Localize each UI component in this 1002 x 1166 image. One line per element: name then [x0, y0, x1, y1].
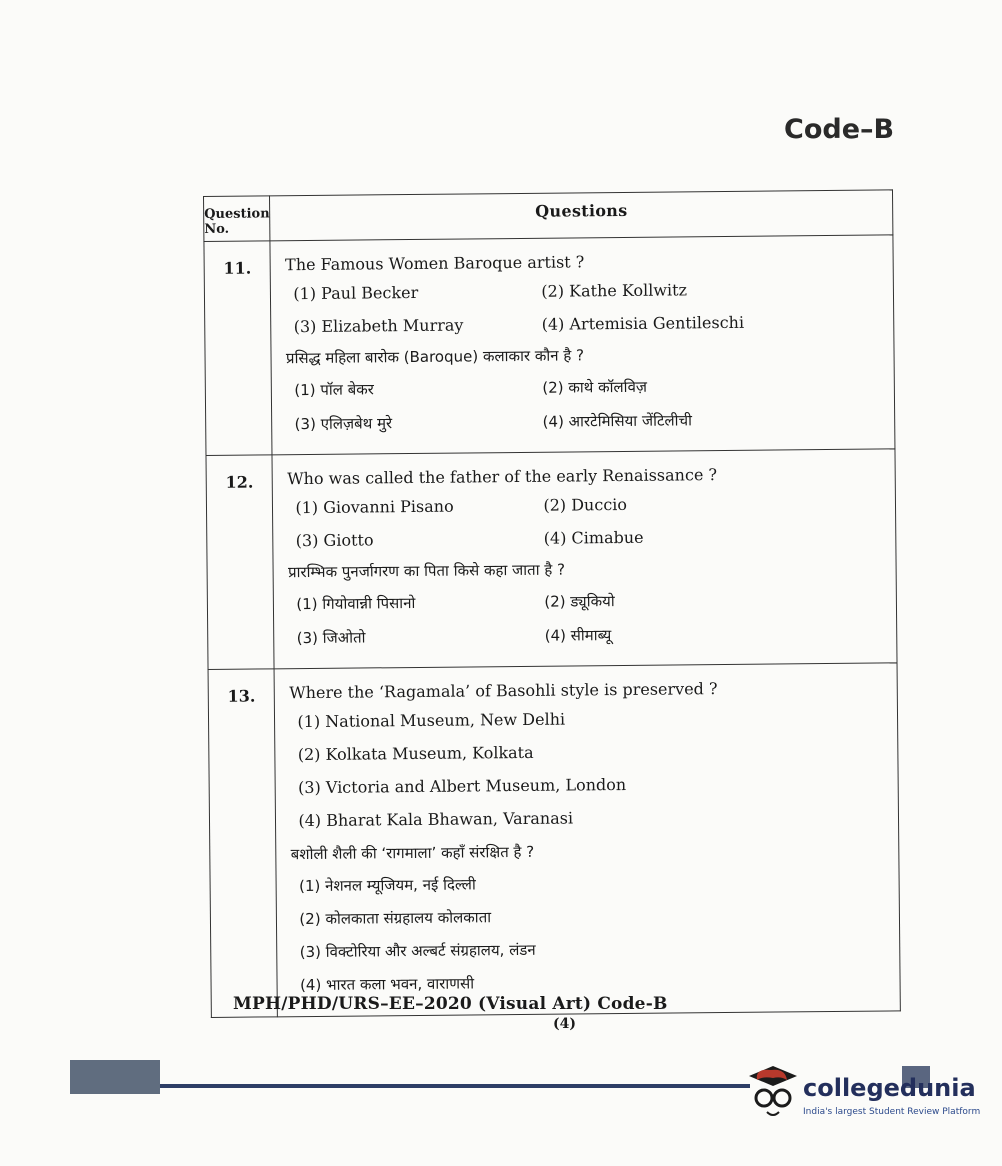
question-text-en: Who was called the father of the early Renaissance ?: [287, 465, 718, 489]
question-row: [204, 235, 895, 456]
option: (2) Duccio: [543, 494, 628, 515]
question-text-en: The Famous Women Baroque artist ?: [285, 252, 585, 275]
question-content: [272, 449, 897, 669]
question-table: [203, 189, 901, 994]
scan-artifact: [160, 1084, 750, 1088]
option: (2) Kolkata Museum, Kolkata: [297, 742, 534, 765]
option: (3) Elizabeth Murray: [293, 315, 464, 337]
question-text-en: Where the ‘Ragamala’ of Basohli style is preserved ?: [289, 679, 718, 703]
graduate-mascot-icon: [745, 1062, 801, 1122]
option: (3) Victoria and Albert Museum, London: [298, 774, 627, 798]
option: (2) कोलकाता संग्रहालय कोलकाता: [299, 908, 492, 929]
option: (3) एलिज़बेथ मुरे: [294, 414, 393, 434]
option: (1) National Museum, New Delhi: [297, 709, 566, 732]
page-number: (4): [553, 1016, 576, 1032]
option: (1) Paul Becker: [293, 282, 419, 304]
options-en: [297, 706, 888, 830]
logo-name: collegedunia: [803, 1074, 976, 1102]
question-number: 11.: [204, 241, 272, 456]
question-text-hi: प्रारम्भिक पुनर्जागरण का पिता किसे कहा जाता है ?: [287, 560, 566, 582]
logo-tagline: India's largest Student Review Platform: [803, 1107, 981, 1117]
option: (4) सीमाब्यू: [544, 626, 612, 645]
option: (3) जिओतो: [296, 628, 366, 648]
table-header-row: [204, 190, 893, 242]
question-content: [274, 663, 900, 1017]
options-hi: [294, 374, 884, 434]
collegedunia-logo: [745, 1062, 995, 1132]
option: (4) आरटेमिसिया जेंटिलीची: [542, 411, 693, 431]
option: (2) Kathe Kollwitz: [541, 280, 688, 301]
option: (4) Artemisia Gentileschi: [541, 312, 745, 334]
question-number: 12.: [206, 455, 274, 670]
question-row: [206, 449, 897, 670]
option: (3) विक्टोरिया और अल्बर्ट संग्रहालय, लंडन: [299, 940, 536, 962]
option: (4) भारत कला भवन, वाराणसी: [299, 974, 475, 995]
options-en: [293, 278, 883, 336]
option: (1) Giovanni Pisano: [295, 496, 454, 518]
option: (1) नेशनल म्यूजियम, नई दिल्ली: [298, 875, 476, 896]
option: (4) Bharat Kala Bhawan, Varanasi: [298, 808, 574, 831]
question-text-hi: बशोली शैली की ‘रागमाला’ कहाँ संरक्षित है ?: [290, 842, 535, 864]
option: (1) गियोवान्नी पिसानो: [296, 593, 416, 614]
code-label: Code–B: [784, 114, 895, 145]
question-row: [208, 663, 900, 1018]
question-number: 13.: [208, 669, 278, 1018]
question-content: [270, 235, 895, 455]
options-en: [295, 492, 885, 550]
footer-code: MPH/PHD/URS–EE–2020 (Visual Art) Code-B: [233, 994, 668, 1014]
scan-artifact: [70, 1060, 160, 1094]
options-hi: [296, 588, 886, 648]
header-questions: Questions: [270, 190, 893, 241]
option: (2) ड्यूकियो: [544, 592, 615, 611]
option: (4) Cimabue: [543, 527, 644, 548]
option: (2) काथे कॉलविज़: [542, 377, 648, 397]
options-hi: [299, 870, 890, 995]
option: (1) पॉल बेकर: [294, 380, 374, 400]
header-question-no: Question No.: [204, 196, 271, 242]
option: (3) Giotto: [295, 530, 374, 551]
question-text-hi: प्रसिद्ध महिला बारोक (Baroque) कलाकार कौन है ?: [285, 346, 585, 368]
